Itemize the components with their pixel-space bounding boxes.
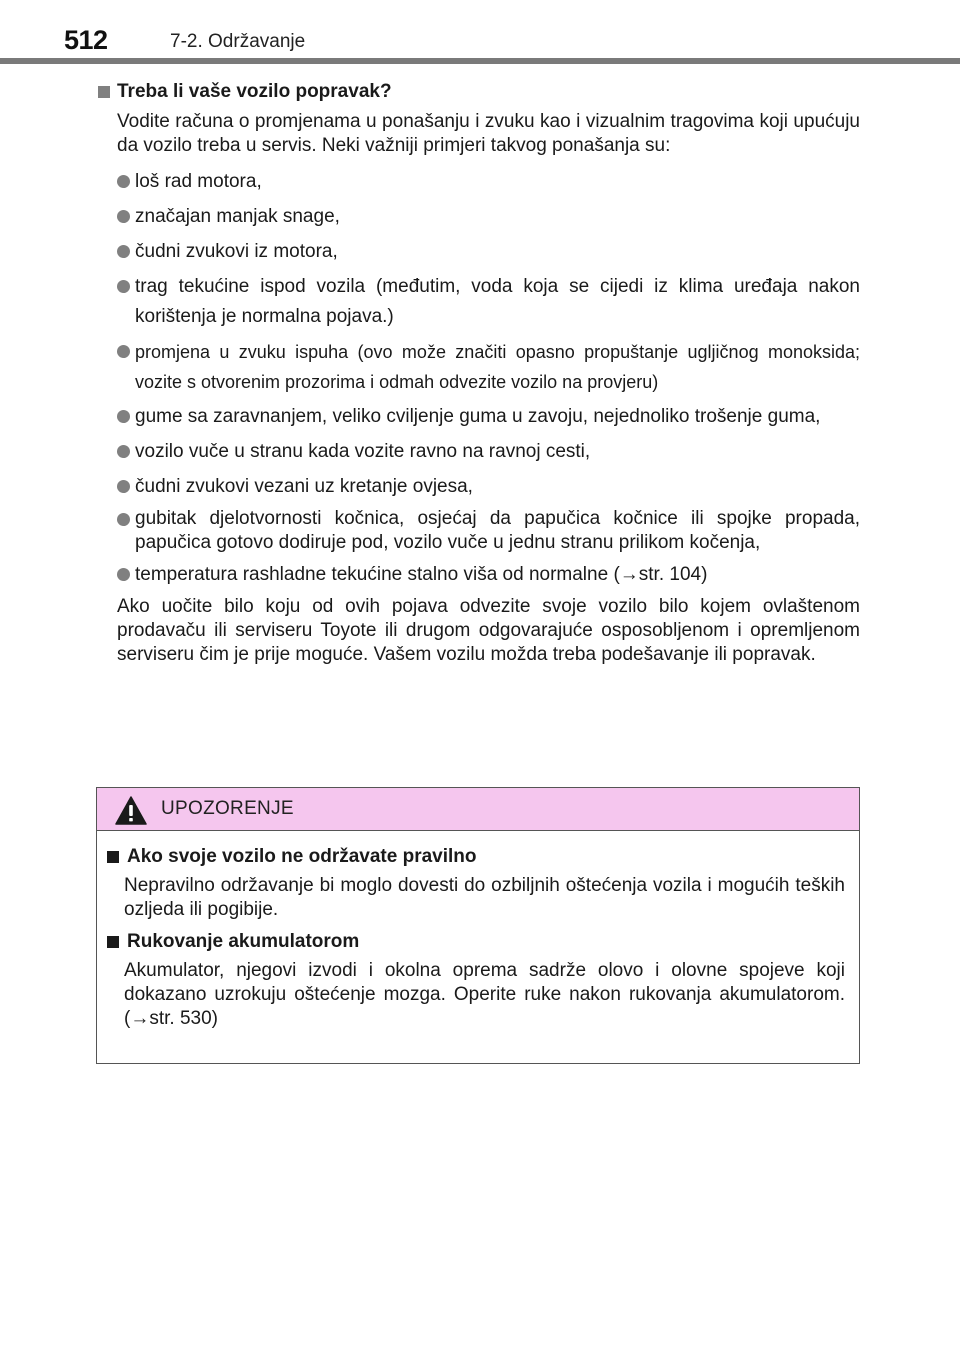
closing-paragraph: Ako uočite bilo koju od ovih pojava odvezite svoje vozilo bilo kojem ovlaštenom prodavaču ili serviseru Toyote ili drugom odgovarajuće osposobljenom i opremljenom serviseru čim je prije moguće. Vašem vozilu možda treba podešavanje ili popravak. [117, 596, 860, 665]
dot-bullet-icon [117, 568, 130, 581]
square-bullet-icon [107, 851, 119, 863]
list-item: čudni zvukovi vezani uz kretanje ovjesa, [98, 472, 860, 502]
warning-header [97, 788, 859, 831]
dot-bullet-icon [117, 480, 130, 493]
header-rule [0, 58, 960, 64]
main-heading [98, 80, 860, 104]
dot-bullet-icon [117, 175, 130, 188]
warning-box [96, 787, 860, 1064]
main-content [98, 80, 860, 676]
section-title: 7-2. Održavanje [170, 31, 306, 52]
symptom-list [98, 167, 860, 590]
warning-title: UPOZORENJE [161, 798, 294, 819]
list-item: loš rad motora, [98, 167, 860, 197]
list-item: čudni zvukovi iz motora, [98, 237, 860, 267]
list-item: gubitak djelotvornosti kočnica, osjećaj da papučica kočnice ili spojke propada, papučica gotovo dodiruje pod, vozilo vuče u jednu stranu prilikom kočenja, [98, 507, 860, 555]
square-bullet-icon [98, 86, 110, 98]
dot-bullet-icon [117, 245, 130, 258]
warning-section-heading: Ako svoje vozilo ne održavate pravilno [107, 845, 845, 869]
dot-bullet-icon [117, 280, 130, 293]
list-item: značajan manjak snage, [98, 202, 860, 232]
main-heading-text: Treba li vaše vozilo popravak? [117, 81, 392, 102]
list-item: temperatura rashladne tekućine stalno viša od normalne (→str. 104) [98, 560, 860, 590]
dot-bullet-icon [117, 210, 130, 223]
dot-bullet-icon [117, 513, 130, 526]
list-item: trag tekućine ispod vozila (međutim, voda koja se cijedi iz klima uređaja nakon korištenja je normalna pojava.) [98, 272, 860, 332]
list-item: gume sa zaravnanjem, veliko cviljenje guma u zavoju, nejednoliko trošenje guma, [98, 402, 860, 432]
dot-bullet-icon [117, 345, 130, 358]
page-header [64, 22, 924, 62]
warning-section-text: Akumulator, njegovi izvodi i okolna oprema sadrže olovo i olovne spojeve koji dokazano uzrokuju oštećenje mozga. Operite ruke nakon rukovanja akumulatorom. (→str. 530) [124, 960, 845, 1029]
warning-triangle-icon [115, 796, 147, 826]
dot-bullet-icon [117, 445, 130, 458]
list-item: vozilo vuče u stranu kada vozite ravno na ravnoj cesti, [98, 437, 860, 467]
dot-bullet-icon [117, 410, 130, 423]
square-bullet-icon [107, 936, 119, 948]
warning-body [97, 831, 859, 1031]
warning-section-text: Nepravilno održavanje bi moglo dovesti do ozbiljnih oštećenja vozila i mogućih teških ozljeda ili pogibije. [124, 875, 845, 920]
page-number: 512 [64, 25, 108, 55]
intro-paragraph: Vodite računa o promjenama u ponašanju i zvuku kao i vizualnim tragovima koji upućuju da vozilo treba u servis. Neki važniji primjeri takvog ponašanja su: [117, 111, 860, 156]
warning-section-heading: Rukovanje akumulatorom [107, 930, 845, 954]
list-item: promjena u zvuku ispuha (ovo može značiti opasno propuštanje ugljičnog monoksida; vozite s otvorenim prozorima i odmah odvezite vozilo na provjeru) [98, 337, 860, 397]
